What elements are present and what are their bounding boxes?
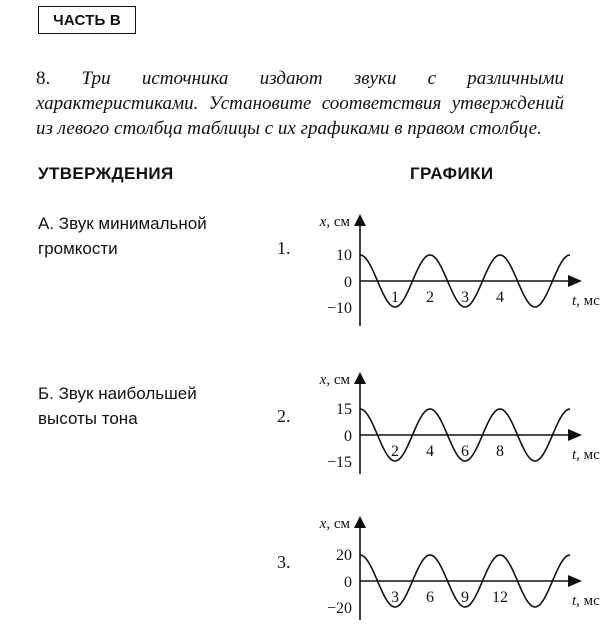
task-statement: Три источника издают звуки с различными характеристиками. Установите соответствия утверждений из левого столбца таблицы с их графиками в правом столбце. — [36, 68, 564, 139]
statement-line2: громкости — [38, 239, 118, 258]
y-tick-label: 20 — [336, 547, 352, 564]
y-axis-arrow-icon — [354, 372, 366, 384]
statement-letter: А. — [38, 214, 55, 233]
graphs-heading: ГРАФИКИ — [410, 164, 494, 183]
statement-letter: Б. — [38, 384, 54, 403]
graph-number-3: 3. — [277, 552, 291, 572]
y-tick-label: 15 — [336, 401, 352, 418]
x-tick-label: 3 — [391, 589, 399, 606]
y-tick-label: 10 — [336, 247, 352, 264]
y-axis-label: x, см — [319, 372, 350, 388]
x-tick-label: 3 — [461, 289, 469, 306]
x-tick-label: 2 — [426, 289, 434, 306]
task-text — [36, 66, 564, 141]
x-axis-arrow-icon — [568, 429, 582, 441]
x-tick-label: 12 — [492, 589, 508, 606]
graph-2 — [300, 362, 600, 480]
y-axis-arrow-icon — [354, 214, 366, 226]
statement-b — [38, 381, 258, 431]
statement-line1: Звук наибольшей — [58, 384, 197, 403]
x-axis-arrow-icon — [568, 575, 582, 587]
x-tick-label: 4 — [426, 443, 434, 460]
y-tick-label: −10 — [326, 300, 352, 317]
section-badge — [38, 6, 136, 34]
x-tick-label: 2 — [391, 443, 399, 460]
x-tick-label: 4 — [496, 289, 504, 306]
y-axis-label: x, см — [319, 516, 350, 532]
statement-line1: Звук минимальной — [58, 214, 207, 233]
x-tick-label: 6 — [461, 443, 469, 460]
y-tick-label: 0 — [344, 428, 352, 445]
y-tick-label: 0 — [344, 574, 352, 591]
x-axis-arrow-icon — [568, 275, 582, 287]
x-tick-label: 1 — [391, 289, 399, 306]
x-axis-label: t, мс — [572, 293, 600, 309]
statement-line2: высоты тона — [38, 409, 138, 428]
graph-number-1: 1. — [277, 238, 291, 258]
graph-1 — [300, 206, 600, 334]
statements-heading: УТВЕРЖДЕНИЯ — [38, 164, 174, 183]
y-axis-arrow-icon — [354, 516, 366, 528]
x-tick-label: 8 — [496, 443, 504, 460]
y-tick-label: −20 — [326, 600, 352, 617]
task-number: 8. — [36, 68, 51, 89]
x-axis-label: t, мс — [572, 447, 600, 463]
graph-number-2: 2. — [277, 406, 291, 426]
y-tick-label: 0 — [344, 274, 352, 291]
x-axis-label: t, мс — [572, 593, 600, 609]
y-axis-label: x, см — [319, 214, 350, 230]
x-tick-label: 6 — [426, 589, 434, 606]
x-tick-label: 9 — [461, 589, 469, 606]
statement-a — [38, 211, 258, 261]
section-label: ЧАСТЬ В — [53, 11, 121, 29]
graph-3 — [300, 508, 600, 626]
y-tick-label: −15 — [326, 454, 352, 471]
